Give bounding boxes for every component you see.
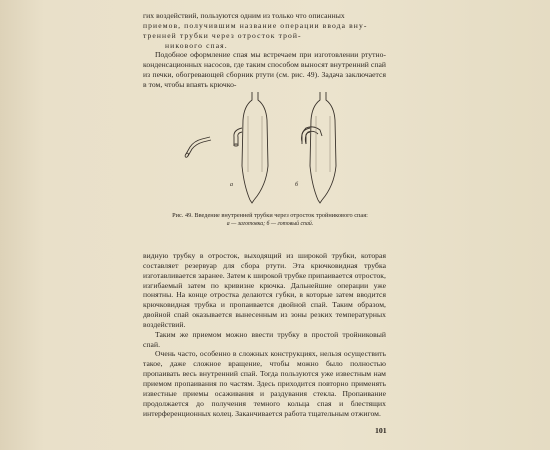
paragraph: Подобное оформление спая мы встречаем при изготовлении ртутно-конденсационных насосов, где таким способом выносят внутренний спай из печки, обогревающей сборник ртути (см. рис. 49). Задача заключается в том, чтобы впаять крючко- xyxy=(143,50,386,89)
bottom-text-block xyxy=(143,251,386,418)
caption-title: Рис. 49. Введение внутренней трубки через отросток тройникового спая: xyxy=(172,212,368,219)
text-line: гих воздействий, пользуются одним из только что описанных xyxy=(143,11,345,20)
text-line: тренней трубки через отросток трой- xyxy=(143,30,302,40)
figure-caption xyxy=(172,212,368,228)
caption-legend: а — заготовка; б — готовый спай. xyxy=(226,221,314,227)
figure-label-a: а xyxy=(230,182,233,188)
figure-label-b: б xyxy=(295,182,299,188)
paragraph: Очень часто, особенно в сложных конструкциях, нельзя осуществить такое, даже сложное вращение, чтобы можно было полностью пропаивать весь внутренний спай. Тогда пользуются уже известным нам приемом пропаивания по частям. Здесь приходится повторно применять известные приемы осаживания и раздувания стекла. Пропаивание продолжается до получения темного кольца спая и блестящих интерференционных колец. Заканчивается работа тщательным отжигом. xyxy=(143,349,386,418)
text-line: никового спая. xyxy=(165,40,228,50)
paragraph: Таким же приемом можно ввести трубку в простой тройниковый спай. xyxy=(143,329,386,349)
paragraph: видную трубку в отросток, выходящий из широкой трубки, которая составляет резервуар для сбора ртути. Эта крючковидная трубка изготавливается заранее. Затем к широкой трубке припаивается отросток, изгибаемый затем по кривизне крючка. Дальнейшие операции уже понятны. На конце отростка делаются губки, в которые затем вводится крючковидная трубка и пропаивается двойной спай. Таким образом, двойной спай оказывается вынесенным из зоны резких температурных воздействий. xyxy=(143,251,386,329)
figure-49 xyxy=(170,92,380,204)
text-line: приемов, получившим название операции ввода вну- xyxy=(143,20,368,30)
top-text-block xyxy=(143,11,386,90)
page-number: 101 xyxy=(375,426,387,435)
glassware-illustration xyxy=(170,92,380,204)
